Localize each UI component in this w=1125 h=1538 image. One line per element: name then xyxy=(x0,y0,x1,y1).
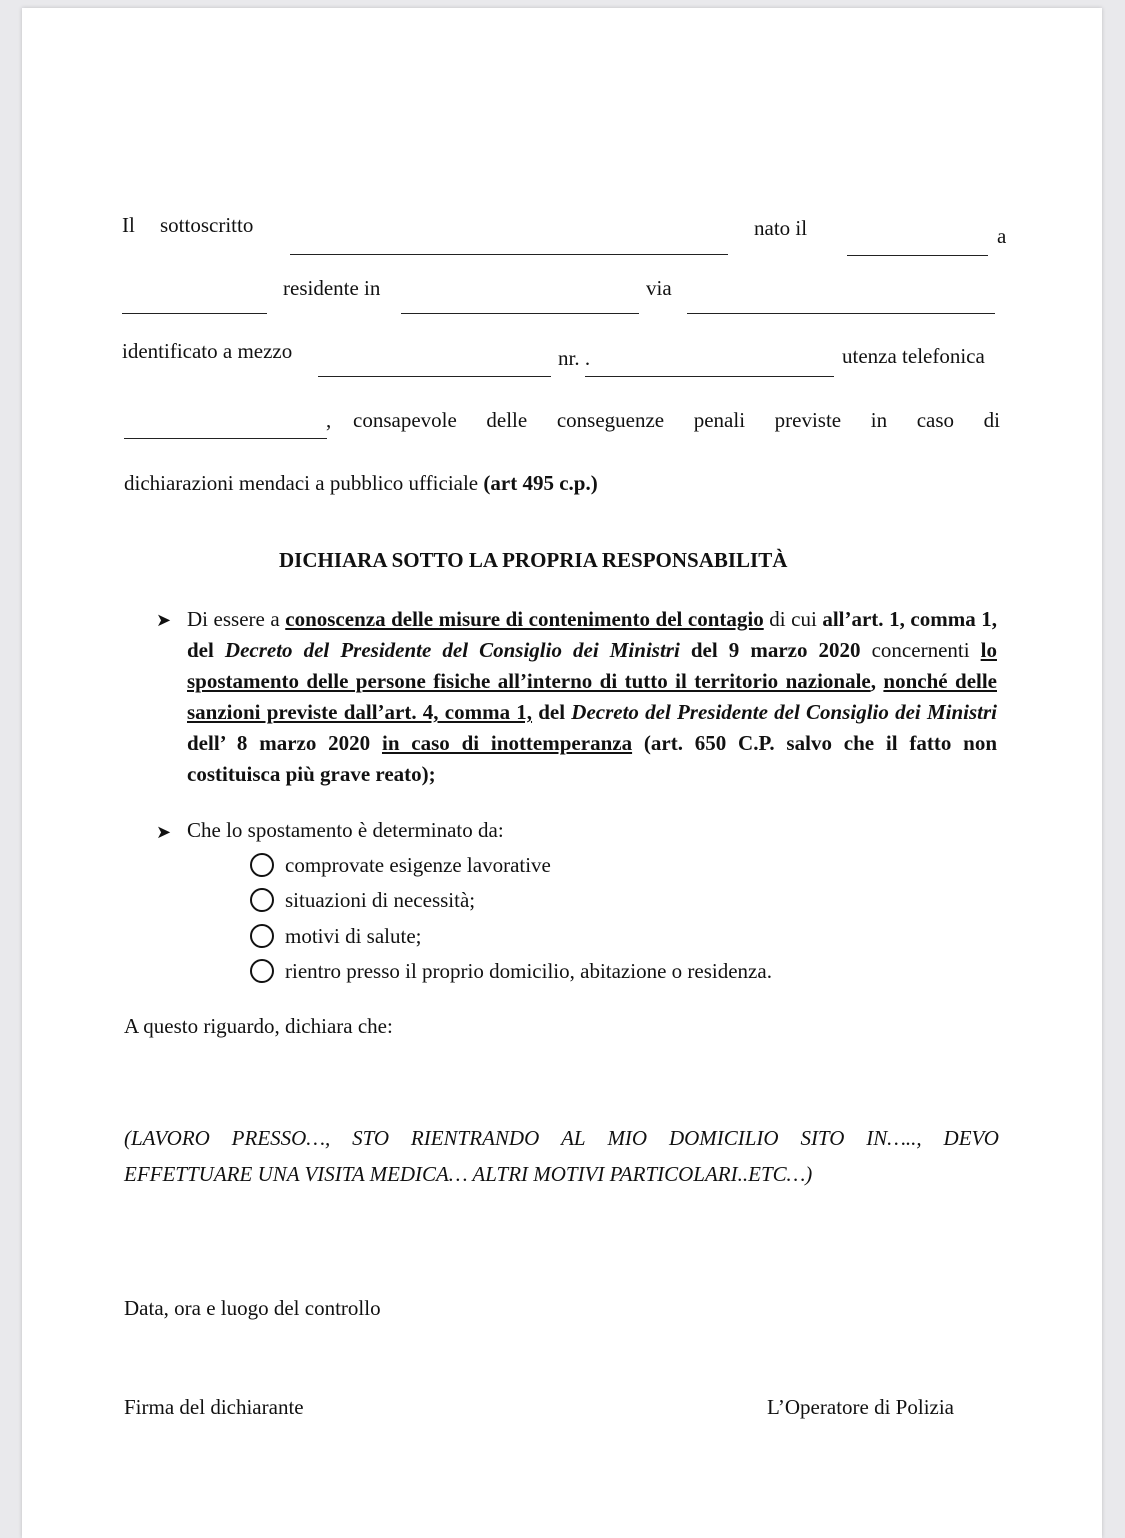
option-health: motivi di salute; xyxy=(285,924,422,948)
word: MIO xyxy=(607,1126,648,1150)
text-span: in caso di inottemperanza xyxy=(381,731,633,755)
consapevole-line xyxy=(353,408,1000,432)
arrowhead-bullet-icon: ➤ xyxy=(156,610,172,631)
word: PRESSO…, xyxy=(231,1126,331,1150)
dichiarazioni-line xyxy=(124,471,598,495)
word: (LAVORO xyxy=(124,1126,210,1150)
word: AL xyxy=(561,1126,586,1150)
document-type-blank[interactable] xyxy=(318,376,551,377)
radio-circle-icon[interactable] xyxy=(250,888,274,912)
text-span: Decreto del Presidente del Consiglio dei Ministri xyxy=(571,700,997,724)
text-span: conoscenza delle misure di contenimento del contagio xyxy=(285,607,764,631)
word: delle xyxy=(486,408,528,432)
text-span: nonché delle sanzioni previste dall’art. 4, comma 1, xyxy=(187,669,997,724)
option-return-home: rientro presso il proprio domicilio, abitazione o residenza. xyxy=(285,959,772,983)
art-reference: (art 495 c.p.) xyxy=(483,471,598,495)
phone-blank[interactable] xyxy=(124,438,327,439)
bullet-1-paragraph xyxy=(187,604,997,790)
text-span: , xyxy=(870,669,884,693)
riguardo-label: A questo riguardo, dichiara che: xyxy=(124,1014,393,1038)
il-label: Il xyxy=(122,213,135,237)
text-span: concernenti xyxy=(860,638,981,662)
text-span: di cui xyxy=(763,607,823,631)
word: di xyxy=(983,408,1000,432)
word: IN….., xyxy=(866,1126,922,1150)
nr-label: nr. . xyxy=(558,346,591,370)
word: in xyxy=(870,408,888,432)
radio-circle-icon[interactable] xyxy=(250,853,274,877)
declaration-heading: DICHIARA SOTTO LA PROPRIA RESPONSABILITÀ xyxy=(279,548,788,572)
word: DEVO xyxy=(943,1126,999,1150)
word: SITO xyxy=(800,1126,845,1150)
dichiarazioni-text: dichiarazioni mendaci a pubblico ufficiale xyxy=(124,471,484,495)
comma-mark: , xyxy=(326,408,332,432)
text-span: lo spostamento delle persone fisiche all’interno di tutto il territorio nazionale xyxy=(187,638,997,693)
data-ora-label: Data, ora e luogo del controllo xyxy=(124,1296,381,1320)
text-span: (art. 650 C.P. salvo che il fatto non costituisca più grave reato); xyxy=(187,731,998,786)
word: conseguenze xyxy=(556,408,665,432)
text-span: Decreto del Presidente del Consiglio dei Ministri xyxy=(224,638,680,662)
name-blank[interactable] xyxy=(290,254,728,255)
word: DOMICILIO xyxy=(668,1126,779,1150)
word: penali xyxy=(693,408,746,432)
bullet-2-label: Che lo spostamento è determinato da: xyxy=(187,818,504,842)
nato-il-label: nato il xyxy=(754,216,808,240)
arrowhead-bullet-icon: ➤ xyxy=(156,822,172,843)
example-line-1 xyxy=(124,1126,999,1150)
firma-label: Firma del dichiarante xyxy=(124,1395,304,1419)
example-line-2: EFFETTUARE UNA VISITA MEDICA… ALTRI MOTIVI PARTICOLARI..ETC…) xyxy=(124,1162,813,1186)
birthdate-blank[interactable] xyxy=(847,255,988,256)
document-number-blank[interactable] xyxy=(585,376,834,377)
text-span: all’art. 1, comma 1, del xyxy=(187,607,997,662)
radio-circle-icon[interactable] xyxy=(250,959,274,983)
via-label: via xyxy=(646,276,672,300)
text-span: del 9 marzo 2020 xyxy=(679,638,861,662)
residence-blank[interactable] xyxy=(401,313,639,314)
option-work: comprovate esigenze lavorative xyxy=(285,853,551,877)
operatore-label: L’Operatore di Polizia xyxy=(767,1395,955,1419)
utenza-label: utenza telefonica xyxy=(842,344,985,368)
word: RIENTRANDO xyxy=(410,1126,540,1150)
text-span: Di essere a xyxy=(187,607,286,631)
text-span: del xyxy=(532,700,572,724)
word: consapevole xyxy=(353,408,457,432)
birthplace-blank[interactable] xyxy=(122,313,267,314)
street-blank[interactable] xyxy=(687,313,995,314)
sottoscritto-label: sottoscritto xyxy=(160,213,254,237)
residente-label: residente in xyxy=(283,276,381,300)
word: previste xyxy=(774,408,842,432)
document-page xyxy=(22,8,1102,1538)
identificato-label: identificato a mezzo xyxy=(122,339,293,363)
a-label: a xyxy=(997,224,1007,248)
option-necessity: situazioni di necessità; xyxy=(285,888,476,912)
radio-circle-icon[interactable] xyxy=(250,924,274,948)
text-span: dell’ 8 marzo 2020 xyxy=(187,731,382,755)
word: STO xyxy=(352,1126,390,1150)
word: caso xyxy=(916,408,955,432)
